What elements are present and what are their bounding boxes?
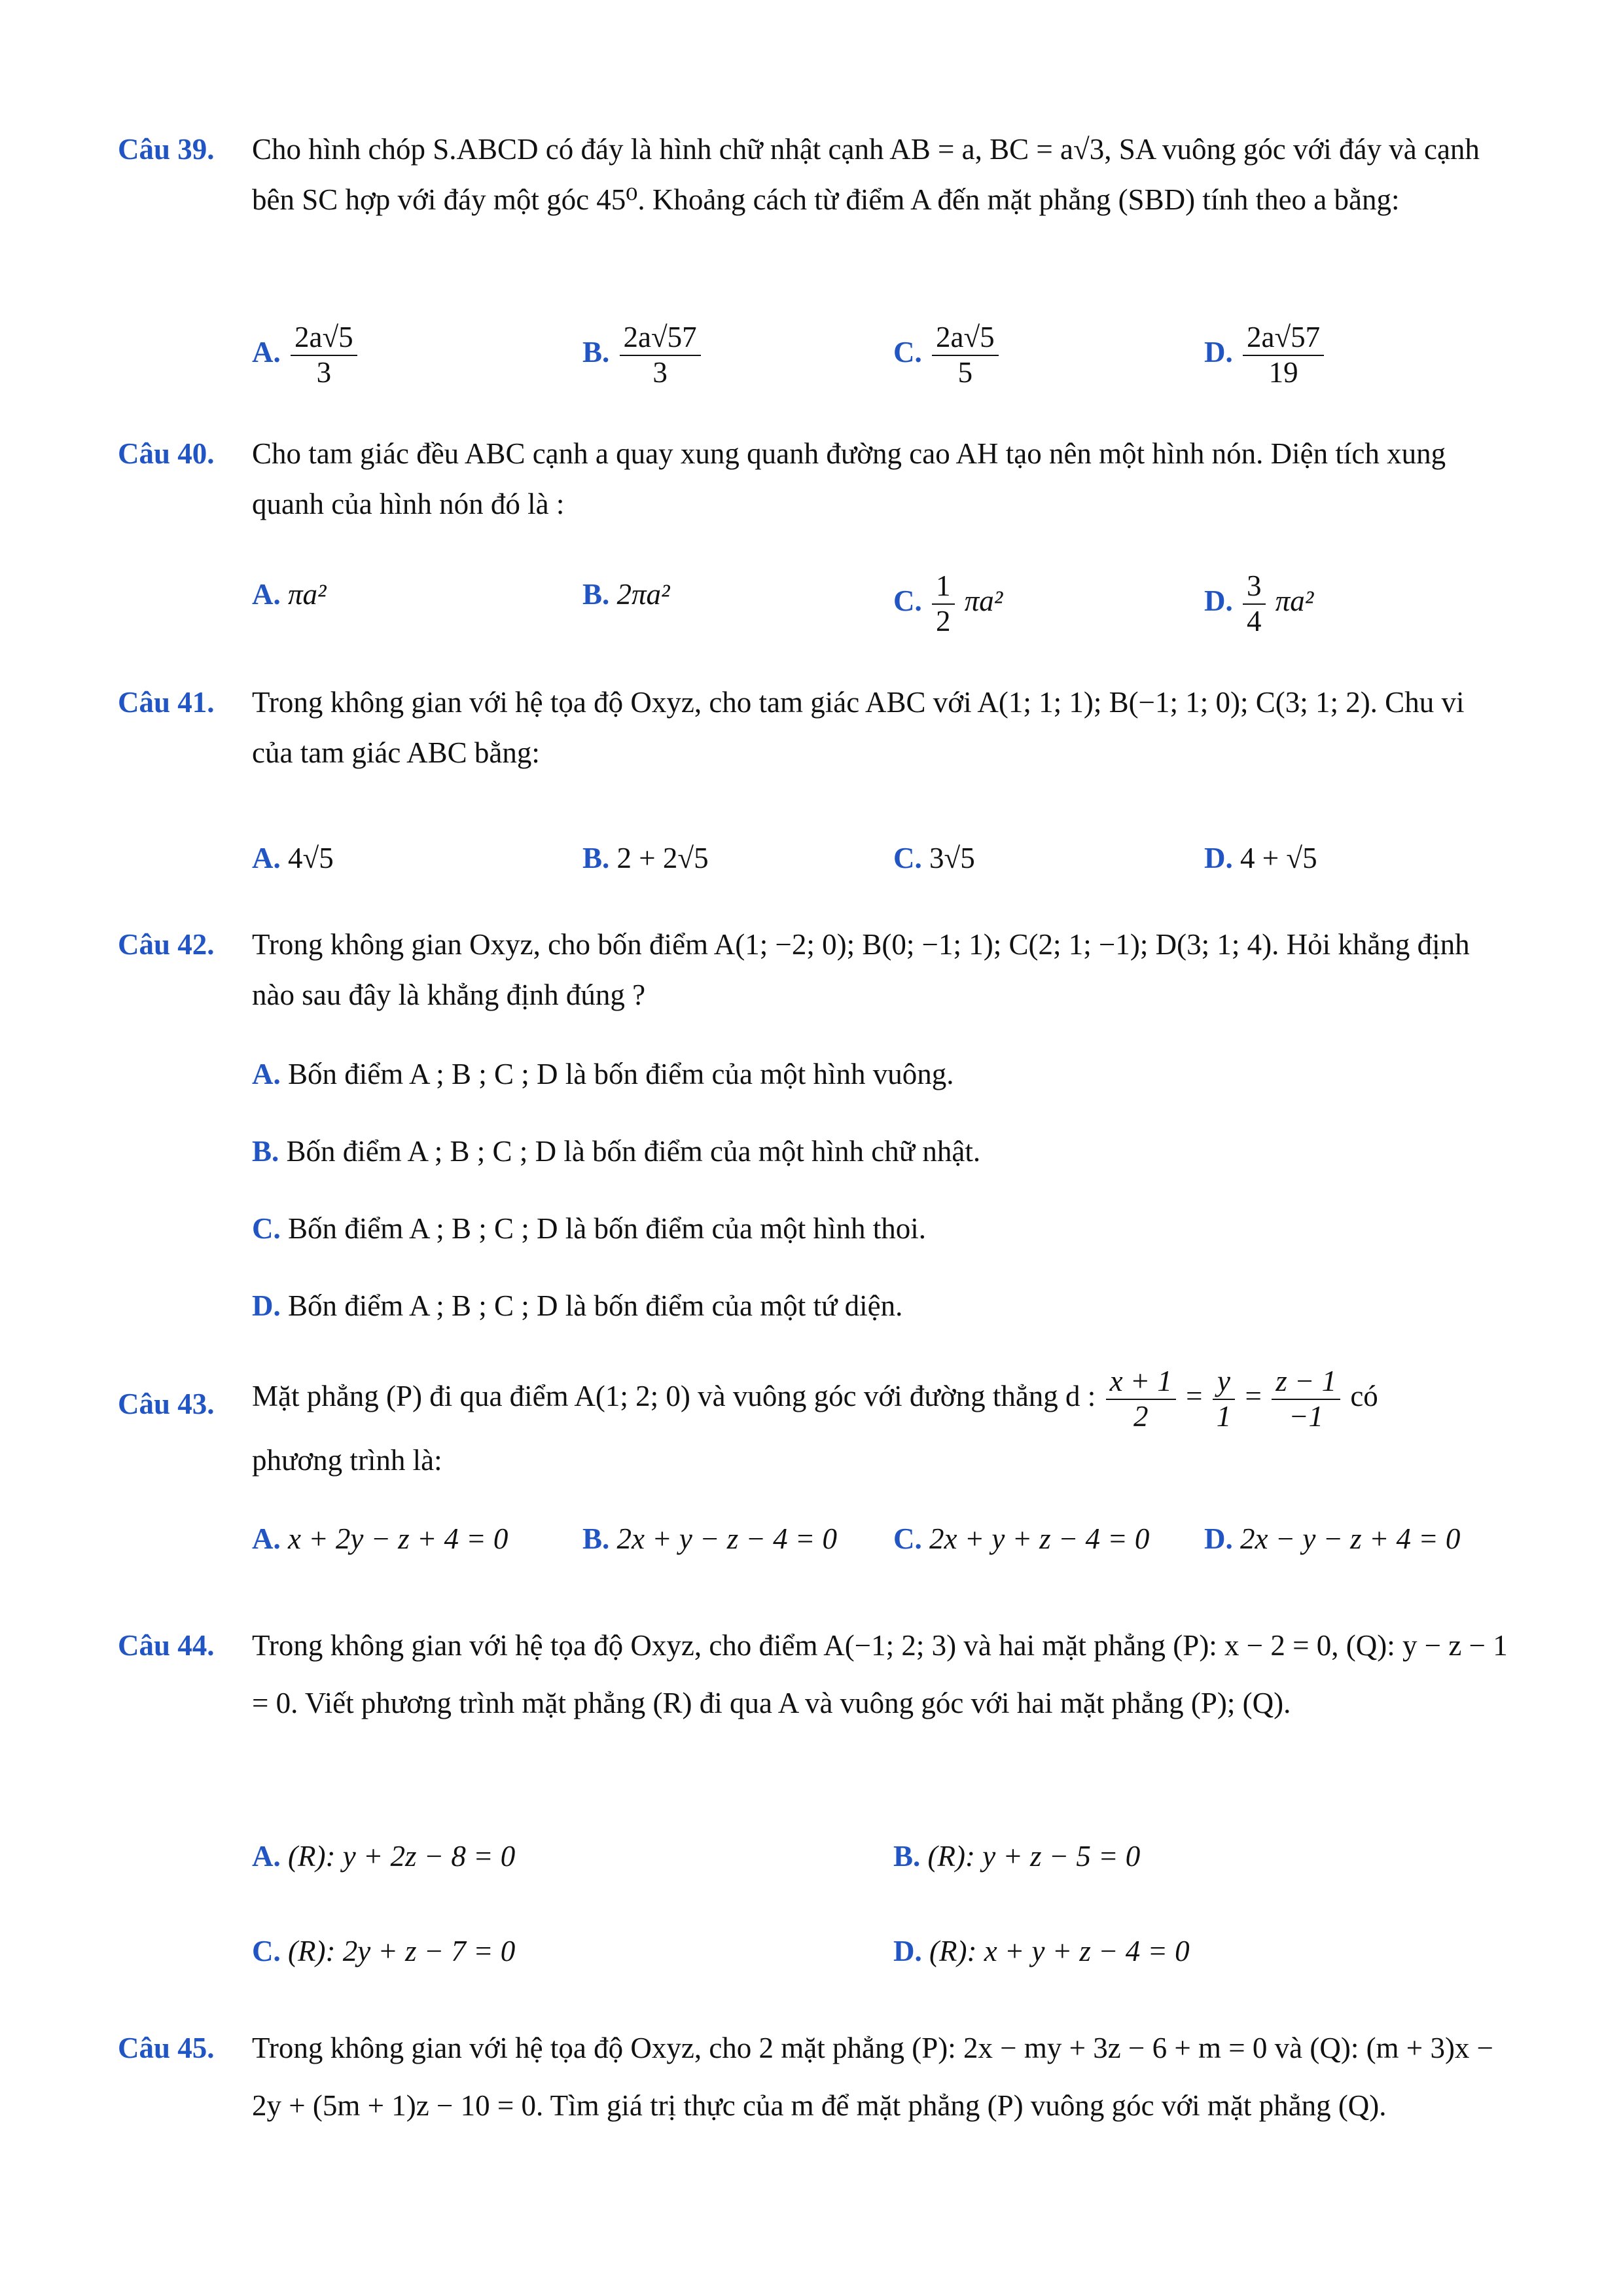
option-value: πa² (1275, 584, 1314, 618)
option-label: A. (252, 336, 281, 369)
option-c (252, 1934, 515, 1968)
option-label: A. (252, 1058, 281, 1090)
option-d (893, 1934, 1190, 1968)
question-39 (118, 124, 1512, 225)
option-value: 2 + 2√5 (616, 842, 709, 874)
option-value: (R): y + 2z − 8 = 0 (288, 1840, 516, 1873)
option-d (252, 1289, 902, 1323)
fraction: $\frac{2a√57}{3}$ (620, 321, 701, 390)
question-text-part: có (1350, 1380, 1378, 1413)
option-value: 2x + y − z − 4 = 0 (616, 1522, 837, 1555)
option-d (1204, 1522, 1460, 1556)
option-value: Bốn điểm A ; B ; C ; D là bốn điểm của một hình thoi. (288, 1212, 926, 1245)
question-text: Trong không gian Oxyz, cho bốn điểm A(1; −2; 0); B(0; −1; 1); C(2; 1; −1); D(3; 1; 4). Hỏi khẳng định nào sau đây là khẳng định đúng ? (252, 928, 1470, 1011)
option-c (252, 1211, 926, 1246)
option-label: B. (582, 1522, 610, 1555)
option-label: A. (252, 1840, 281, 1873)
option-value: (R): y + z − 5 = 0 (927, 1840, 1141, 1873)
option-c (893, 569, 1003, 639)
option-label: C. (893, 336, 922, 369)
question-text (252, 1365, 1512, 1434)
option-b (582, 577, 670, 611)
option-label: C. (252, 1935, 281, 1967)
option-c (893, 321, 1001, 390)
option-a (252, 577, 327, 611)
fraction: $\frac{2a√5}{3}$ (291, 321, 357, 390)
option-value: 3√5 (929, 842, 975, 874)
fraction: $\frac{2a√5}{5}$ (932, 321, 999, 390)
option-c (893, 841, 975, 875)
option-value: Bốn điểm A ; B ; C ; D là bốn điểm của một tứ diện. (288, 1289, 903, 1322)
fraction: $\frac{2a√57}{19}$ (1243, 321, 1324, 390)
option-label: B. (582, 578, 610, 611)
option-label: B. (582, 842, 610, 874)
option-d (1204, 569, 1313, 639)
option-value: 2x − y − z + 4 = 0 (1240, 1522, 1461, 1555)
option-c (893, 1522, 1149, 1556)
option-label: B. (252, 1135, 279, 1168)
option-value: 2πa² (616, 578, 670, 611)
question-number: Câu 43. (118, 1388, 215, 1420)
option-label: D. (893, 1935, 922, 1967)
question-45 (118, 2019, 1512, 2134)
option-value: Bốn điểm A ; B ; C ; D là bốn điểm của một hình chữ nhật. (286, 1135, 981, 1168)
option-b (582, 321, 704, 390)
question-number: Câu 39. (118, 133, 215, 166)
equals-sign: = (1186, 1380, 1203, 1413)
option-value: 4√5 (288, 842, 334, 874)
question-43 (118, 1365, 1512, 1475)
question-number: Câu 45. (118, 2032, 215, 2064)
fraction: $\frac{x + 1}{2}$ (1106, 1365, 1176, 1434)
option-label: C. (893, 584, 922, 618)
option-label: C. (252, 1212, 281, 1245)
question-text: Cho tam giác đều ABC cạnh a quay xung quanh đường cao AH tạo nên một hình nón. Diện tích xung quanh của hình nón đó là : (252, 437, 1446, 520)
option-b (252, 1134, 980, 1168)
option-d (1204, 321, 1327, 390)
question-text-line2: phương trình là: (252, 1443, 442, 1477)
option-value: 4 + √5 (1240, 842, 1317, 874)
option-b (582, 841, 709, 875)
fraction: $\frac{y}{1}$ (1213, 1365, 1236, 1434)
equals-sign: = (1245, 1380, 1262, 1413)
option-label: D. (1204, 584, 1233, 618)
option-value: πa² (964, 584, 1003, 618)
option-label: C. (893, 1522, 922, 1555)
fraction: $\frac{z - 1}{-1}$ (1272, 1365, 1340, 1434)
option-label: D. (252, 1289, 281, 1322)
option-label: C. (893, 842, 922, 874)
option-value: Bốn điểm A ; B ; C ; D là bốn điểm của một hình vuông. (288, 1058, 954, 1090)
question-text: Cho hình chóp S.ABCD có đáy là hình chữ nhật cạnh AB = a, BC = a√3, SA vuông góc với đáy và cạnh bên SC hợp với đáy một góc 45⁰. Khoảng cách từ điểm A đến mặt phẳng (SBD) tính theo a bằng: (252, 133, 1480, 216)
question-text: Trong không gian với hệ tọa độ Oxyz, cho tam giác ABC với A(1; 1; 1); B(−1; 1; 0); C(3; 1; 2). Chu vi của tam giác ABC bằng: (252, 686, 1465, 769)
option-a (252, 1522, 508, 1556)
option-value: (R): x + y + z − 4 = 0 (929, 1935, 1190, 1967)
question-number: Câu 44. (118, 1629, 215, 1662)
option-label: D. (1204, 842, 1233, 874)
fraction: $\frac{1}{2}$ (932, 569, 955, 639)
question-44 (118, 1617, 1512, 1732)
option-label: B. (893, 1840, 921, 1873)
question-41 (118, 677, 1512, 778)
option-value: x + 2y − z + 4 = 0 (288, 1522, 508, 1555)
option-label: A. (252, 842, 281, 874)
option-a (252, 321, 360, 390)
option-label: A. (252, 578, 281, 611)
option-a (252, 1839, 515, 1873)
question-42 (118, 920, 1512, 1020)
option-label: D. (1204, 1522, 1233, 1555)
question-text: Trong không gian với hệ tọa độ Oxyz, cho 2 mặt phẳng (P): 2x − my + 3z − 6 + m = 0 và (Q): (m + 3)x − 2y + (5m + 1)z − 10 = 0. Tìm giá trị thực của m để mặt phẳng (P) vuông góc với mặt phẳng (Q). (252, 2032, 1494, 2122)
option-value: 2x + y + z − 4 = 0 (929, 1522, 1150, 1555)
question-40 (118, 429, 1512, 529)
option-label: D. (1204, 336, 1233, 369)
question-number: Câu 40. (118, 437, 215, 470)
question-text: Trong không gian với hệ tọa độ Oxyz, cho điểm A(−1; 2; 3) và hai mặt phẳng (P): x − 2 = 0, (Q): y − z − 1 = 0. Viết phương trình mặt phẳng (R) đi qua A và vuông góc với hai mặt phẳng (P); (Q). (252, 1629, 1508, 1719)
option-d (1204, 841, 1317, 875)
option-value: πa² (288, 578, 327, 611)
question-text-part: Mặt phẳng (P) đi qua điểm A(1; 2; 0) và vuông góc với đường thẳng d : (252, 1380, 1096, 1413)
option-value: (R): 2y + z − 7 = 0 (288, 1935, 516, 1967)
option-label: B. (582, 336, 610, 369)
fraction: $\frac{3}{4}$ (1243, 569, 1266, 639)
question-number: Câu 41. (118, 686, 215, 719)
question-number: Câu 42. (118, 928, 215, 961)
option-b (582, 1522, 837, 1556)
option-a (252, 1057, 954, 1091)
option-b (893, 1839, 1140, 1873)
option-a (252, 841, 334, 875)
option-label: A. (252, 1522, 281, 1555)
